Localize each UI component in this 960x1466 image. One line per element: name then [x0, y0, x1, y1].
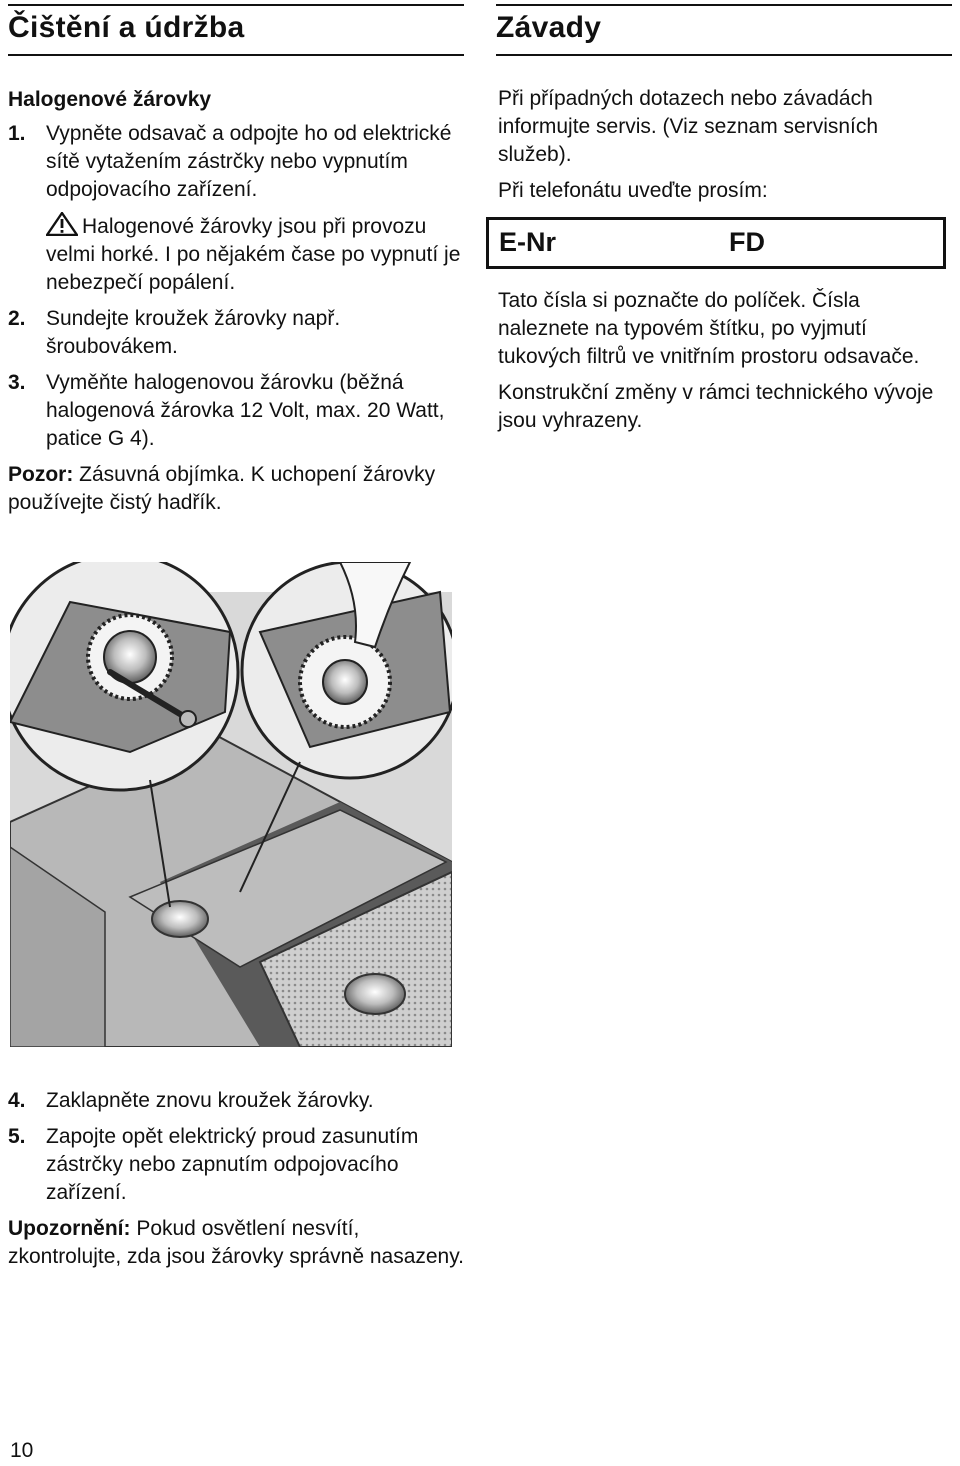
caution-label: Pozor: [8, 463, 74, 486]
warning-note [8, 212, 468, 297]
step-number: 5. [8, 1125, 26, 1148]
step-number: 4. [8, 1089, 26, 1112]
warning-text: Halogenové žárovky jsou při provozu velmi horké. I po nějakém čase po vypnutí je nebezpečí popálení. [46, 215, 461, 294]
magnifier-detail-right [242, 562, 452, 778]
notice-text: Pokud osvětlení nesvítí, zkontrolujte, zda jsou žárovky správně nasazeny. [8, 1217, 465, 1268]
step-number: 1. [8, 122, 26, 145]
identification-box [486, 217, 946, 269]
step-text: Sundejte kroužek žárovky např. šroubovákem. [46, 307, 341, 358]
fd-label: FD [729, 227, 765, 257]
bulb-icon [345, 974, 405, 1014]
step-3 [8, 369, 468, 453]
caution-note [8, 461, 468, 517]
page-number: 10 [10, 1439, 34, 1462]
step-2 [8, 305, 468, 361]
notice-label: Upozornění: [8, 1217, 131, 1240]
right-column [498, 85, 948, 443]
section-heading-cleaning: Čištění a údržba [8, 4, 464, 56]
caution-text: Zásuvná objímka. K uchopení žárovky používejte čistý hadřík. [8, 463, 436, 514]
step-number: 3. [8, 371, 26, 394]
section-heading-faults: Závady [496, 4, 952, 56]
design-changes-paragraph: Konstrukční změny v rámci technického vývoje jsou vyhrazeny. [498, 381, 934, 432]
step-5 [8, 1123, 468, 1207]
step-1 [8, 120, 468, 204]
subheading-halogen-bulbs: Halogenové žárovky [8, 88, 212, 111]
bulb-replacement-illustration [10, 562, 452, 1047]
phone-paragraph: Při telefonátu uveďte prosím: [498, 179, 768, 202]
step-text: Zaklapněte znovu kroužek žárovky. [46, 1089, 374, 1112]
warning-triangle-icon [46, 212, 78, 236]
notice-note [8, 1215, 468, 1271]
magnifier-detail-left [10, 562, 238, 790]
enr-label: E-Nr [499, 227, 557, 257]
service-paragraph: Při případných dotazech nebo závadách informujte servis. (Viz seznam servisních služeb). [498, 87, 879, 166]
bottom-steps [8, 1087, 468, 1279]
step-text: Zapojte opět elektrický proud zasunutím zástrčky nebo zapnutím odpojovacího zařízení. [46, 1125, 419, 1204]
step-text: Vypněte odsavač a odpojte ho od elektrické sítě vytažením zástrčky nebo vypnutím odpojovacího zařízení. [46, 122, 452, 201]
left-column [8, 86, 468, 525]
step-4 [8, 1087, 468, 1115]
rating-plate-paragraph: Tato čísla si poznačte do políček. Čísla naleznete na typovém štítku, po vyjmutí tukových filtrů ve vnitřním prostoru odsavače. [498, 289, 920, 368]
step-number: 2. [8, 307, 26, 330]
bulb-icon [152, 901, 208, 937]
step-text: Vyměňte halogenovou žárovku (běžná halogenová žárovka 12 Volt, max. 20 Watt, patice G 4). [46, 371, 445, 450]
